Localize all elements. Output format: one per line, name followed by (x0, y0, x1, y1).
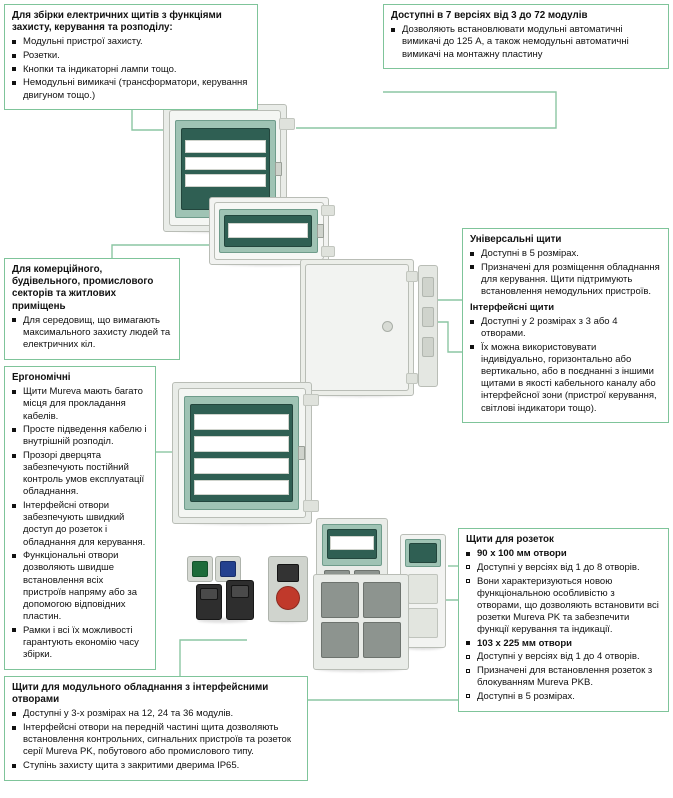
list-item: Доступні в 5 розмірах. (466, 691, 661, 703)
callout-ergonomic-title: Ергономічні (12, 372, 71, 383)
callout-assembly (4, 4, 258, 110)
list-item: Дозволяють встановлювати модульні автоматичні вимикачі до 125 А, а також немодульні автоматичні вимикачі на монтажну пластину (391, 24, 661, 60)
callout-modular (4, 676, 308, 781)
callout-socket-title: Щити для розеток (466, 534, 554, 545)
callout-versions (383, 4, 669, 69)
callout-socket-list (466, 548, 661, 703)
list-item: Доступні у версіях від 1 до 8 отворів. (466, 562, 661, 574)
list-item: Інтерфейсні отвори на передній частині щита дозволяють встановлення контрольних, сигнальних пристроїв та розеток серії Mureva PK, побутового або промислового типу. (12, 722, 300, 758)
enclosure-universal-white (300, 259, 436, 398)
list-item: Функціональні отвори дозволяють швидше встановлення всіх пристроїв напряму або за допомогою відповідних пластин. (12, 550, 148, 623)
list-item: Немодульні вимикачі (трансформатори, керування двигуном тощо.) (12, 77, 250, 101)
list-item: Їх можна використовувати індивідуально, горизонтально або вертикально, або в поєднанні з іншими щитами в якості кабельного каналу або інтерфейсної зони (пристрої керування, світлові індикатори тощо). (470, 342, 661, 415)
list-item: Щити Mureva мають багато місця для прокладання кабелів. (12, 386, 148, 422)
enclosure-modular-interface (172, 382, 323, 525)
callout-modular-title: Щити для модульного обладнання з інтерфейсними отворами (12, 682, 269, 706)
callout-commercial-list (12, 315, 172, 351)
callout-ergonomic-list (12, 386, 148, 661)
callout-universal-sublist (470, 316, 661, 415)
list-item: 90 х 100 мм отвори (466, 548, 661, 560)
list-item: Інтерфейсні отвори забезпечують швидкий доступ до розеток і обладнання для керування. (12, 500, 148, 549)
list-item: Для середовищ, що вимагають максимального захисту людей та електричних кіл. (12, 315, 172, 351)
callout-universal-list (470, 248, 661, 298)
list-item: Доступні в 5 розмірах. (470, 248, 661, 260)
callout-commercial-title: Для комерційного, будівельного, промислового секторів та житлових приміщень (12, 264, 154, 312)
list-item: Доступні у 2 розмірах з 3 або 4 отворами. (470, 316, 661, 340)
callout-assembly-title: Для збірки електричних щитів з функціями захисту, керування та розподілу: (12, 10, 222, 34)
rotary-isolator-switch (268, 556, 308, 624)
callout-assembly-list (12, 36, 250, 101)
callout-universal-subtitle: Інтерфейсні щити (470, 302, 555, 314)
callout-universal (462, 228, 669, 423)
callout-socket-enclosures (458, 528, 669, 712)
list-item: Кнопки та індикаторні лампи тощо. (12, 64, 250, 76)
list-item: Призначені для розміщення обладнання для керування. Щити підтримують встановлення немодульних пристроїв. (470, 262, 661, 298)
callout-versions-title: Доступні в 7 версіях від 3 до 72 модулів (391, 10, 588, 21)
list-item: Доступні у версіях від 1 до 4 отворів. (466, 651, 661, 663)
industrial-plugs (196, 578, 254, 622)
list-item: Призначені для встановлення розеток з блокуванням Mureva PKB. (466, 665, 661, 689)
enclosure-socket-4holes (313, 556, 413, 670)
list-item: Доступні у 3-х розмірах на 12, 24 та 36 модулів. (12, 708, 300, 720)
list-item: Рамки і всі їх можливості гарантують економію часу збірки. (12, 625, 148, 661)
callout-versions-list (391, 24, 661, 60)
list-item: Ступінь захисту щита з закритими дверима IP65. (12, 760, 300, 772)
list-item: Модульні пристрої захисту. (12, 36, 250, 48)
callout-ergonomic (4, 366, 156, 670)
callout-universal-title: Універсальні щити (470, 234, 562, 245)
list-item: Розетки. (12, 50, 250, 62)
list-item: Вони характеризуються новою функціональною особливістю з отворами, що дозволяють встановити всі розетки Mureva PK та забезпечити функції керування та індикації. (466, 576, 661, 637)
list-item: 103 х 225 мм отвори (466, 638, 661, 650)
list-item: Просте підведення кабелю і внутрішній розподіл. (12, 424, 148, 448)
list-item: Прозорі дверцята забезпечують постійний контроль умов експлуатації обладнання. (12, 450, 148, 499)
callout-modular-list (12, 708, 300, 772)
callout-commercial (4, 258, 180, 360)
